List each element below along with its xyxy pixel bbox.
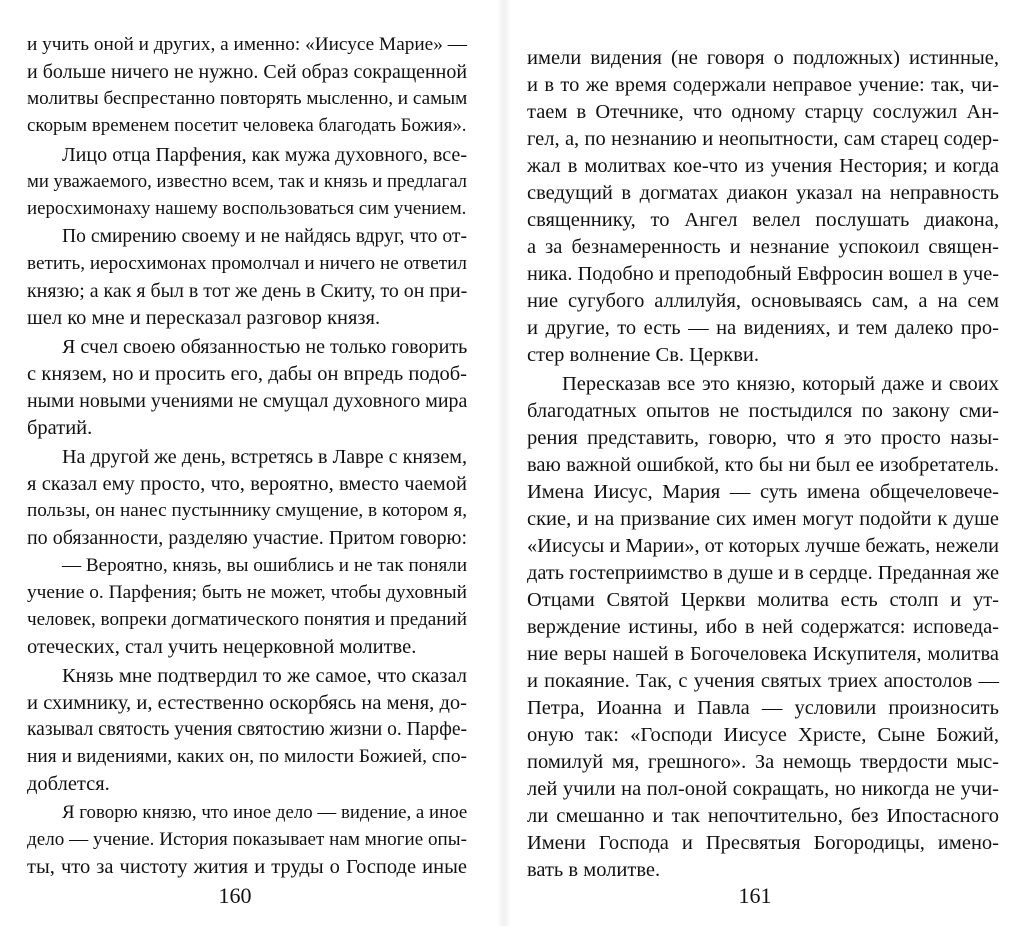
left-line-24: Князь мне подтвердил то же самое, что сказал bbox=[62, 665, 467, 687]
right-line-1: имели видения (не говоря о подложных) истинные, bbox=[527, 47, 999, 69]
left-line-23: отеческих, стал учить нецерковной молитве. bbox=[27, 636, 417, 658]
left-line-22: человек, вопреки догматического понятия и преданий bbox=[27, 609, 467, 630]
right-line-20: дать гостеприимство в душе и в сердце. Преданная же bbox=[527, 562, 999, 584]
left-line-13: с князем, но и просить его, дабы он впредь подоб- bbox=[27, 363, 467, 385]
left-line-28: доблется. bbox=[27, 773, 110, 795]
left-line-19: по обязанности, разделяю участие. Притом говорю: bbox=[27, 527, 467, 549]
right-line-22: верждение истины, ибо в ней содержатся: исповеда- bbox=[527, 616, 999, 638]
right-line-16: ваю важной ошибкой, кто бы ни был ее изобретатель. bbox=[527, 454, 999, 476]
right-line-31: вать в молитве. bbox=[527, 859, 661, 881]
right-line-9: ника. Подобно и преподобный Евфросин вошел в уче- bbox=[527, 263, 999, 285]
right-line-27: помилуй мя, грешного». За немощь твердости мыс- bbox=[527, 751, 999, 773]
right-line-14: благодатных опытов не постыдился по закону сми- bbox=[527, 400, 999, 422]
right-line-2: и в то же время содержали неправое учение: так, чи- bbox=[527, 74, 999, 96]
left-line-27: ния и видениями, каких он, по милости Божией, спо- bbox=[27, 746, 467, 767]
left-line-25: и схимнику, и, естественно оскорбясь на меня, до- bbox=[27, 692, 467, 714]
left-page-number: 160 bbox=[218, 883, 252, 908]
left-line-17: я сказал ему просто, что, вероятно, вместо чаемой bbox=[27, 473, 467, 495]
right-line-5: жал в молитвах кое-что из учения Нестория; и когда bbox=[527, 155, 999, 177]
left-line-1: и учить оной и других, а именно: «Иисусе Марие» — bbox=[27, 34, 467, 55]
right-line-19: «Иисусы и Марии», от которых лучше бежать, нежели bbox=[527, 535, 999, 557]
right-line-28: лей учили на пол-оной сокращать, но никогда не учи- bbox=[527, 778, 999, 800]
left-line-15: братий. bbox=[27, 417, 93, 439]
left-line-11: шел ко мне и пересказал разговор князя. bbox=[27, 307, 381, 329]
left-line-7: иеросхимонаху нашему воспользоваться сим учением. bbox=[27, 198, 467, 219]
left-line-3: молитвы беспрестанно повторять мысленно, и самым bbox=[27, 88, 468, 109]
left-line-26: казывал святость учения святостию жизни о. Парфе- bbox=[27, 719, 467, 740]
right-line-24: и покаяние. Так, с учения святых триех апостолов — bbox=[527, 670, 999, 692]
left-line-30: дело — учение. История показывает нам многие опы- bbox=[27, 829, 467, 850]
right-line-3: таем в Отечнике, что одному старцу сослужил Ан- bbox=[527, 101, 999, 123]
right-line-26: оную так: «Господи Иисусе Христе, Сыне Божий, bbox=[527, 724, 999, 746]
right-line-29: ли смешанно и так непочтительно, без Ипостасного bbox=[527, 805, 999, 827]
right-line-25: Петра, Иоанна и Павла — условили произносить bbox=[527, 697, 999, 719]
left-line-4: скорым временем посетит человека благодать Божия». bbox=[27, 115, 467, 136]
right-page bbox=[505, 0, 1010, 926]
left-line-20: — Вероятно, князь, вы ошиблись и не так поняли bbox=[62, 555, 468, 576]
right-line-8: а за безнамеренность и незнание успокоил священ- bbox=[527, 236, 999, 258]
right-line-10: ние сугубого аллилуйя, основываясь сам, а на сем bbox=[527, 290, 999, 312]
right-page-number: 161 bbox=[738, 883, 772, 908]
left-line-31: ты, что за чистоту жития и труды о Господе иные bbox=[27, 856, 467, 878]
right-line-21: Отцами Святой Церкви молитва есть столп и ут- bbox=[527, 589, 999, 611]
left-page bbox=[0, 0, 500, 926]
left-line-10: князю; а как я был в тот же день в Скиту, то он при- bbox=[27, 280, 468, 302]
left-line-6: ми уважаемого, известно всем, так и князь и предлагал bbox=[27, 171, 467, 192]
right-line-7: священнику, то Ангел велел послушать диакона, bbox=[527, 209, 999, 231]
right-line-18: ские, и на призвание сих имен могут подойти к душе bbox=[527, 508, 999, 530]
right-line-15: рения представить, говорю, что я это просто назы- bbox=[527, 427, 999, 449]
right-line-11: и другие, то есть — на видениях, и тем далеко про- bbox=[527, 317, 999, 339]
left-line-5: Лицо отца Парфения, как мужа духовного, все- bbox=[62, 144, 468, 166]
left-line-8: По смирению своему и не найдясь вдруг, что от- bbox=[62, 226, 467, 247]
left-line-29: Я говорю князю, что иное дело — видение, а иное bbox=[62, 802, 468, 823]
right-line-12: стер волнение Св. Церкви. bbox=[527, 344, 760, 366]
left-line-9: ветить, иеросхимонах промолчал и ничего не ответил bbox=[27, 253, 467, 274]
left-line-12: Я счел своею обязанностью не только говорить bbox=[62, 336, 468, 358]
left-line-21: учение о. Парфения; быть не может, чтобы духовный bbox=[27, 582, 467, 603]
left-line-18: пользы, он нанес пустыннику смущение, в котором я, bbox=[27, 500, 467, 521]
left-line-16: На другой же день, встретясь в Лавре с князем, bbox=[62, 446, 467, 468]
left-line-2: и больше ничего не нужно. Сей образ сокращенной bbox=[27, 61, 467, 83]
right-line-6: сведущий в догматах диакон указал на неправность bbox=[527, 182, 999, 204]
right-line-17: Имена Иисус, Мария — суть имена общечеловече- bbox=[527, 481, 999, 503]
right-line-4: гел, а, по незнанию и неопытности, сам старец содер- bbox=[527, 128, 999, 150]
left-line-14: ными новыми учениями не смущал духовного мира bbox=[27, 390, 468, 412]
right-line-30: Имени Господа и Пресвятыя Богородицы, имено- bbox=[527, 832, 999, 854]
right-line-13: Пересказав все это князю, который даже и своих bbox=[562, 373, 999, 395]
right-line-23: ние веры нашей в Богочеловека Искупителя, молитва bbox=[527, 643, 999, 665]
